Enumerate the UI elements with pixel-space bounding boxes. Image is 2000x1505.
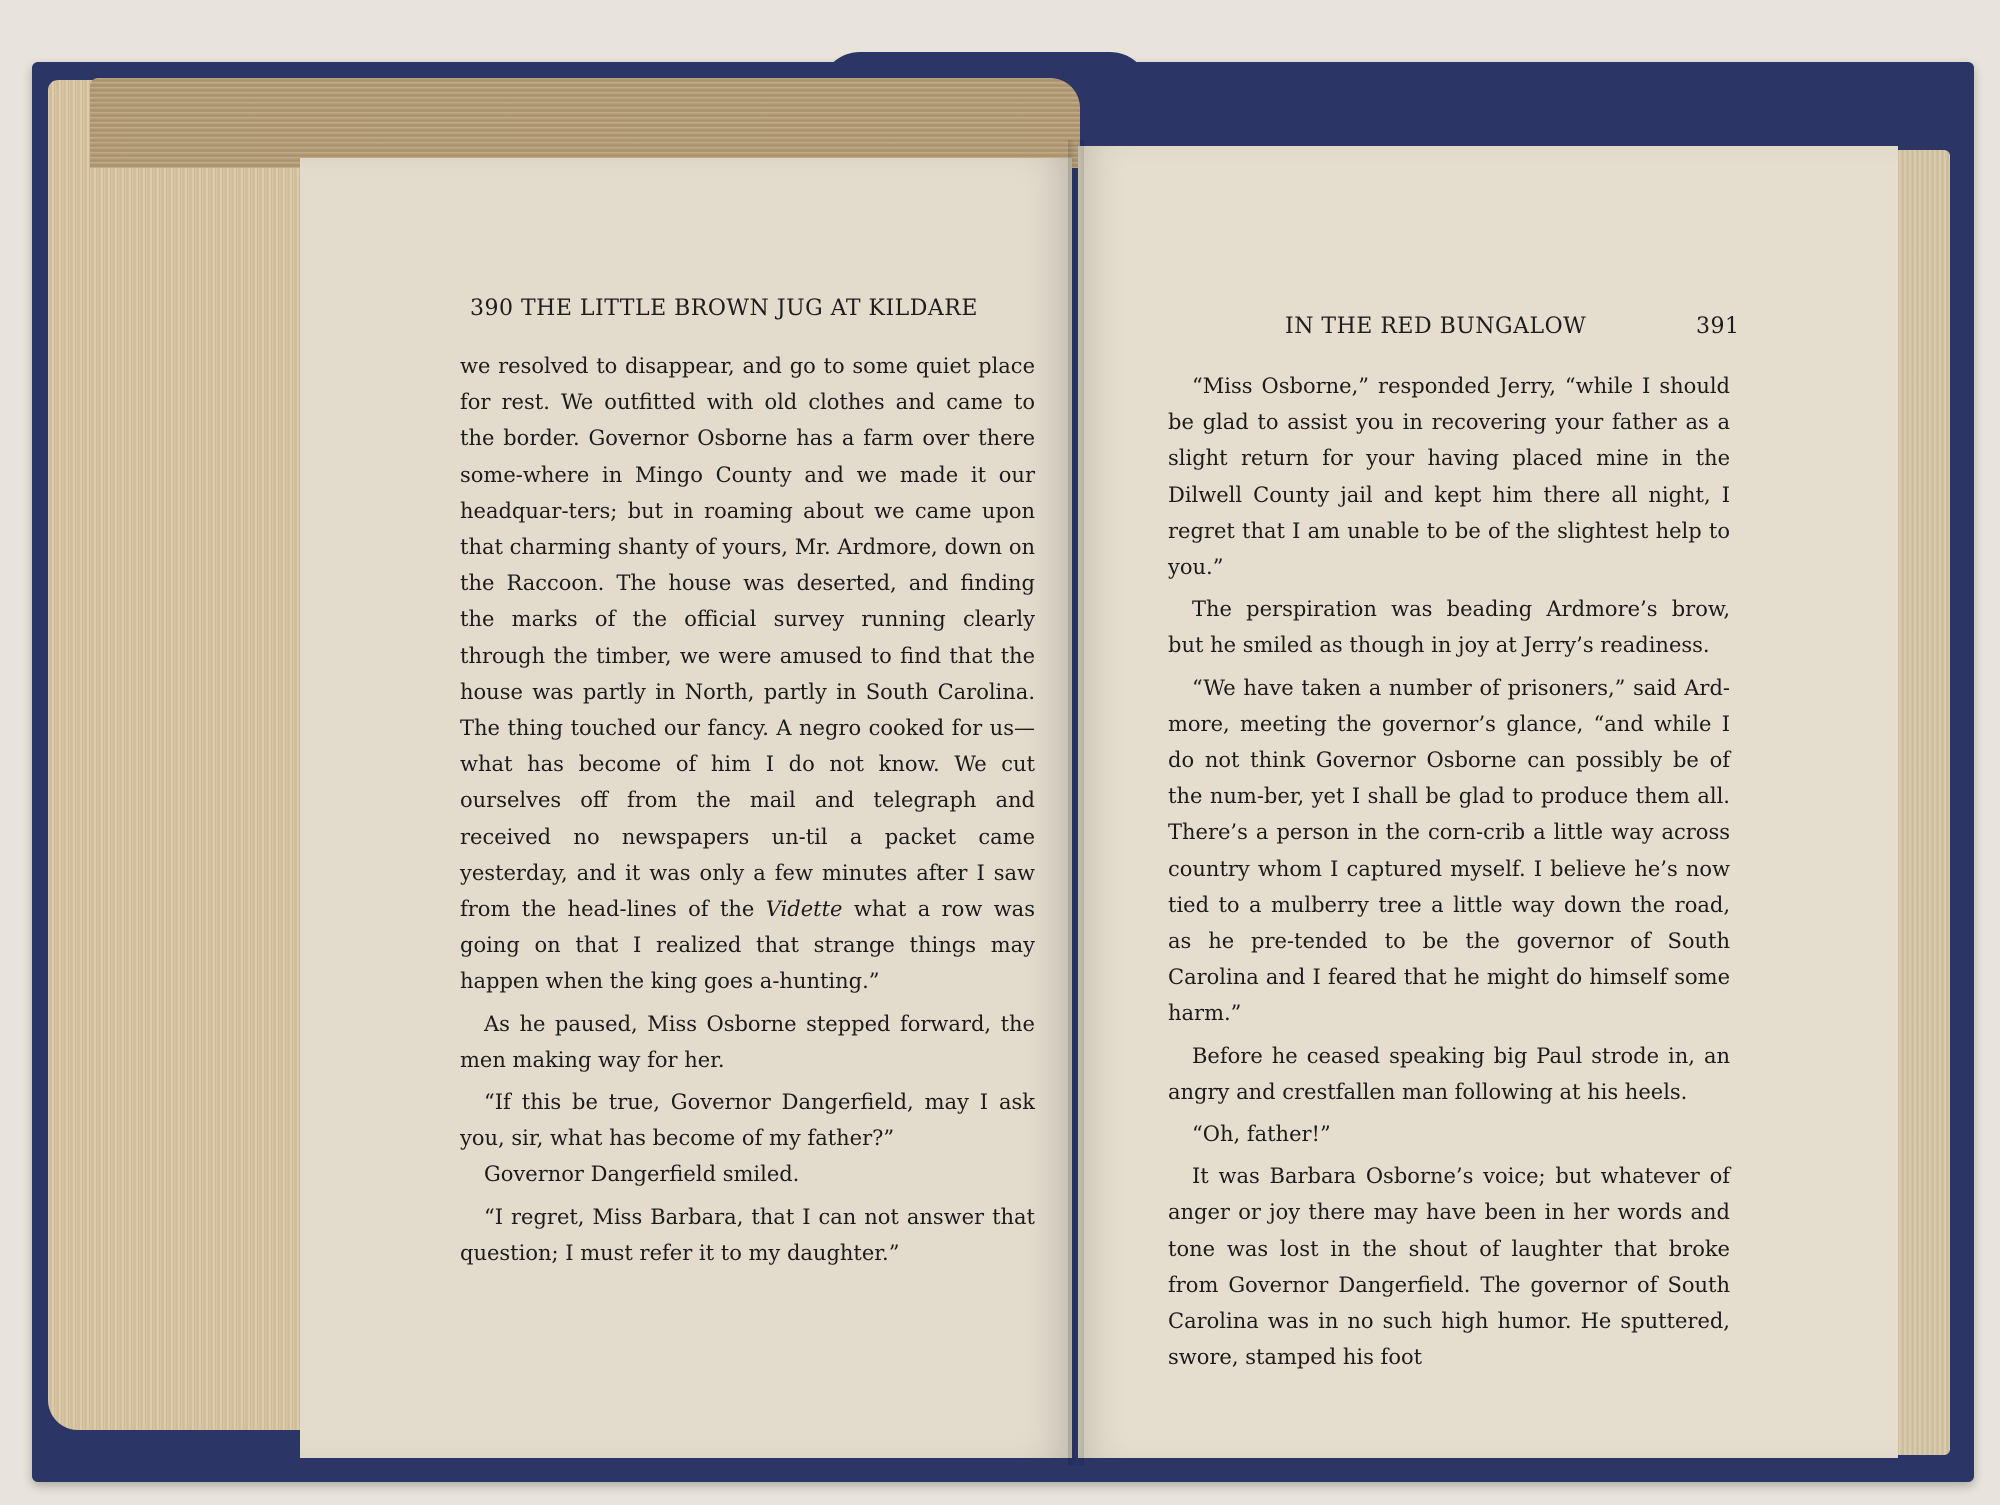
right-page (1078, 146, 1898, 1458)
left-paragraph-2: As he paused, Miss Osborne stepped forward, the men making way for her. (460, 1011, 1035, 1072)
right-paragraph-1: “Miss Osborne,” responded Jerry, “while I should be glad to assist you in recovering your father as a slight return for your having placed mine in the Dilwell County jail and kept him there all night, I regret that I am unable to be of the slightest help to you.” (1168, 374, 1730, 580)
right-paragraph-6: It was Barbara Osborne’s voice; but whatever of anger or joy there may have been in her words and tone was lost in the shout of laughter that broke from Governor Dangerfield. The governor of South Carolina was in no such high humor. He sputtered, swore, stamped his foot (1168, 1164, 1730, 1370)
left-paragraph-5: “I regret, Miss Barbara, that I can not answer that question; I must refer it to my daughter.” (460, 1204, 1035, 1265)
left-paragraph-3: “If this be true, Governor Dangerfield, may I ask you, sir, what has become of my father?” (460, 1090, 1035, 1151)
vidette-italic: Vidette (765, 897, 843, 922)
right-page-number: 391 (1696, 314, 1740, 339)
right-running-title: IN THE RED BUNGALOW (1285, 314, 1587, 339)
left-paragraph-1: we resolved to disappear, and go to some quiet place for rest. We outfitted with old clothes and came to the border. Governor Osborne has a farm over there some-where in Mingo County and we made it our headquar-ters; but in roaming about we came upon that charming shanty of yours, Mr. Ardmore, down on the Raccoon. The house was deserted, and finding the marks of the official survey running clearly through the timber, we were amused to find that the house was partly in North, partly in South Carolina. The thing touched our fancy. A negro cooked for us—what has become of him I do not know. We cut ourselves off from the mail and telegraph and received no newspapers un-til a packet came yesterday, and it was only a few minutes after I saw from the head-lines of the Vidette what a row was going on that I realized that strange things may happen when the king goes a-hunting.” (460, 354, 1035, 994)
left-page-edges (48, 80, 318, 1430)
right-text-block (1168, 368, 1730, 1375)
left-page (300, 158, 1072, 1458)
right-paragraph-3: “We have taken a number of prisoners,” said Ard-more, meeting the governor’s glance, “and while I do not think Governor Osborne can possibly be of the num-ber, yet I shall be glad to produce them all. There’s a person in the corn-crib a little way across country whom I captured myself. I believe he’s now tied to a mulberry tree a little way down the road, as he pre-tended to be the governor of South Carolina and I feared that he might do himself some harm.” (1168, 675, 1730, 1026)
left-running-title: THE LITTLE BROWN JUG AT KILDARE (521, 296, 978, 321)
right-paragraph-4: Before he ceased speaking big Paul strode in, an angry and crestfallen man following at his heels. (1168, 1043, 1730, 1104)
left-page-stack-top (90, 78, 1080, 168)
left-running-head (470, 296, 978, 321)
right-running-head (1285, 314, 1586, 339)
right-page-edges (1890, 150, 1950, 1455)
right-paragraph-5: “Oh, father!” (1192, 1122, 1331, 1147)
right-paragraph-2: The perspiration was beading Ardmore’s brow, but he smiled as though in joy at Jerry’s readiness. (1168, 597, 1730, 658)
left-page-number: 390 (470, 296, 514, 321)
book-gutter (1068, 140, 1084, 1465)
left-text-block (460, 348, 1035, 1271)
left-paragraph-4: Governor Dangerfield smiled. (484, 1162, 800, 1187)
